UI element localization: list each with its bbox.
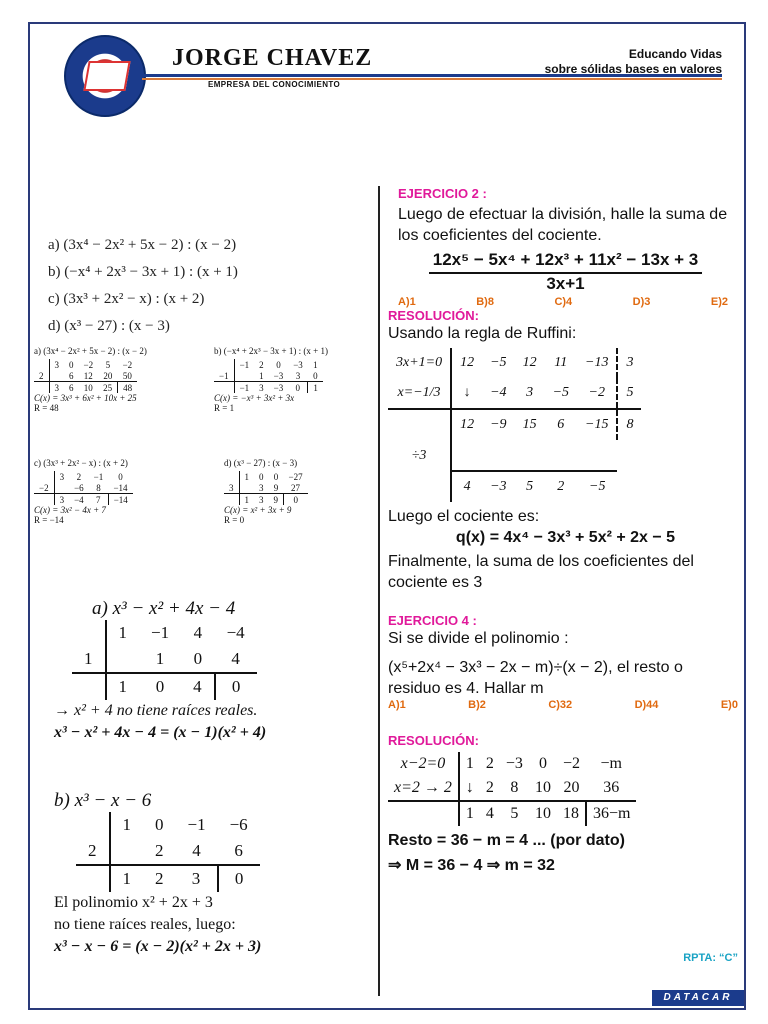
mini-ruffini-d xyxy=(224,458,308,525)
ex2-statement: Luego de efectuar la división, halle la suma de los coeficientes del cociente. xyxy=(398,206,728,244)
ex4-option-c: C)32 xyxy=(548,699,573,711)
ex4-resolution-title: RESOLUCIÓN: xyxy=(388,733,479,748)
ex2-resolution-title: RESOLUCIÓN: xyxy=(388,308,479,323)
ex4-title: EJERCICIO 4 : xyxy=(388,613,477,628)
mini-b-quotient: C(x) = −x³ + 3x² + 3x xyxy=(214,393,295,403)
ex4-result: ⇒ M = 36 − 4 ⇒ m = 32 xyxy=(388,857,555,874)
ex2-numerator: 12x⁵ − 5x⁴ + 12x³ + 11x² − 13x + 3 xyxy=(429,250,702,274)
ex2-fraction xyxy=(388,250,743,294)
ex4-option-a: A)1 xyxy=(388,699,406,711)
mini-ruffini-c xyxy=(34,458,133,525)
ex2-option-c: C)4 xyxy=(554,296,573,308)
ex2-option-a: A)1 xyxy=(398,296,416,308)
big-a-table: 1 −1 4 −4 1 1 0 4 1 0 4 0 xyxy=(72,620,257,700)
mini-d-title: d) (x³ − 27) : (x − 3) xyxy=(224,458,298,468)
mini-d-remainder: R = 0 xyxy=(224,515,245,525)
ex4-option-e: E)0 xyxy=(720,699,738,711)
big-b-factorization: x³ − x − 6 = (x − 2)(x² + 2x + 3) xyxy=(54,938,262,955)
ex4-option-b: B)2 xyxy=(468,699,486,711)
ruffini-intro: Usando la regla de Ruffini: xyxy=(388,325,577,342)
mini-d-table: 1 0 0 −27 3 3 9 27 1 3 9 0 xyxy=(224,471,308,505)
ex4-expression: (x⁵+2x⁴ − 3x³ − 2x − m)÷(x − 2), el resto o xyxy=(388,659,683,676)
mini-b-remainder: R = 1 xyxy=(214,403,235,413)
big-b-table: 1 0 −1 −6 2 2 4 6 1 2 3 0 xyxy=(76,812,260,892)
big-a-note: → x² + 4 no tiene raíces reales. xyxy=(54,702,258,719)
ex2-options xyxy=(398,296,728,308)
mini-d-quotient: C(x) = x² + 3x + 9 xyxy=(224,505,292,515)
ex2-option-b: B)8 xyxy=(476,296,494,308)
slogan-line-1: Educando Vidas xyxy=(628,47,722,61)
exercise-list xyxy=(48,232,238,340)
column-divider xyxy=(378,186,380,996)
big-b-title: b) x³ − x − 6 xyxy=(54,790,152,811)
slogan-line-2: sobre sólidas bases en valores xyxy=(544,62,722,76)
exercise-d: d) (x³ − 27) : (x − 3) xyxy=(48,318,170,334)
datacar-logo: DATACAR xyxy=(652,990,744,1006)
ex2-option-d: D)3 xyxy=(632,296,651,308)
big-b-line1: El polinomio x² + 2x + 3 xyxy=(54,894,213,911)
ex2-title: EJERCICIO 2 : xyxy=(398,186,487,201)
mini-a-title: a) (3x⁴ − 2x² + 5x − 2) : (x − 2) xyxy=(34,346,147,356)
answer-label: RPTA: “C” xyxy=(683,952,738,964)
mini-b-table: −1 2 0 −3 1 −1 1 −3 3 0 −1 3 −3 0 1 xyxy=(214,359,323,393)
ex2-denominator: 3x+1 xyxy=(546,274,585,293)
mini-a-remainder: R = 48 xyxy=(34,403,59,413)
exercise-c: c) (3x³ + 2x² − x) : (x + 2) xyxy=(48,291,205,307)
ex4-remainder: Resto = 36 − m = 4 ... (por dato) xyxy=(388,832,625,849)
mini-a-table: 3 0 −2 5 −2 2 6 12 20 50 3 6 10 25 48 xyxy=(34,359,137,393)
ex2-conclusion: Finalmente, la suma de los coeficientes del cociente es 3 xyxy=(388,553,694,591)
ex2-option-e: E)2 xyxy=(710,296,728,308)
mini-c-quotient: C(x) = 3x² − 4x + 7 xyxy=(34,505,106,515)
brand-subtitle: EMPRESA DEL CONOCIMIENTO xyxy=(208,80,341,89)
school-logo xyxy=(64,35,146,117)
big-ruffini-a xyxy=(54,598,266,744)
mini-b-title: b) (−x⁴ + 2x³ − 3x + 1) : (x + 1) xyxy=(214,346,328,356)
mini-ruffini-a xyxy=(34,346,147,413)
big-ruffini-b xyxy=(54,790,261,958)
slogan xyxy=(545,47,722,77)
mini-ruffini-b xyxy=(214,346,328,413)
exercise-b: b) (−x⁴ + 2x³ − 3x + 1) : (x + 1) xyxy=(48,264,238,280)
quotient-intro: Luego el cociente es: xyxy=(388,508,540,525)
exercise-a: a) (3x⁴ − 2x² + 5x − 2) : (x − 2) xyxy=(48,237,237,253)
big-a-factorization: x³ − x² + 4x − 4 = (x − 1)(x² + 4) xyxy=(54,724,267,741)
ex4-statement-2: residuo es 4. Hallar m xyxy=(388,680,544,697)
ex4-option-d: D)44 xyxy=(634,699,659,711)
ex4-options xyxy=(388,699,738,711)
ex2-ruffini-table: 3x+1=0 12 −5 12 11 −13 3 x=−1/3 ↓ −4 3 −5 −2 5 12 −9 15 6 −15 8 ÷3 4 −3 5 2 −5 xyxy=(388,348,641,502)
mini-c-title: c) (3x³ + 2x² − x) : (x + 2) xyxy=(34,458,128,468)
big-b-line2: no tiene raíces reales, luego: xyxy=(54,916,236,933)
mini-c-remainder: R = −14 xyxy=(34,515,64,525)
brand-title: JORGE CHAVEZ xyxy=(172,45,373,71)
ex4-ruffini-table: x−2=0 1 2 −3 0 −2 −m x=2 → 2 ↓ 2 8 10 20 36 1 4 5 10 18 36−m xyxy=(388,752,636,826)
mini-a-quotient: C(x) = 3x³ + 6x² + 10x + 25 xyxy=(34,393,137,403)
right-column xyxy=(388,186,743,876)
big-a-title: a) x³ − x² + 4x − 4 xyxy=(92,598,236,619)
mini-c-table: 3 2 −1 0 −2 −6 8 −14 3 −4 7 −14 xyxy=(34,471,133,505)
ex4-statement-1: Si se divide el polinomio : xyxy=(388,630,569,647)
quotient-expression: q(x) = 4x⁴ − 3x³ + 5x² + 2x − 5 xyxy=(455,529,676,546)
header xyxy=(42,27,742,115)
